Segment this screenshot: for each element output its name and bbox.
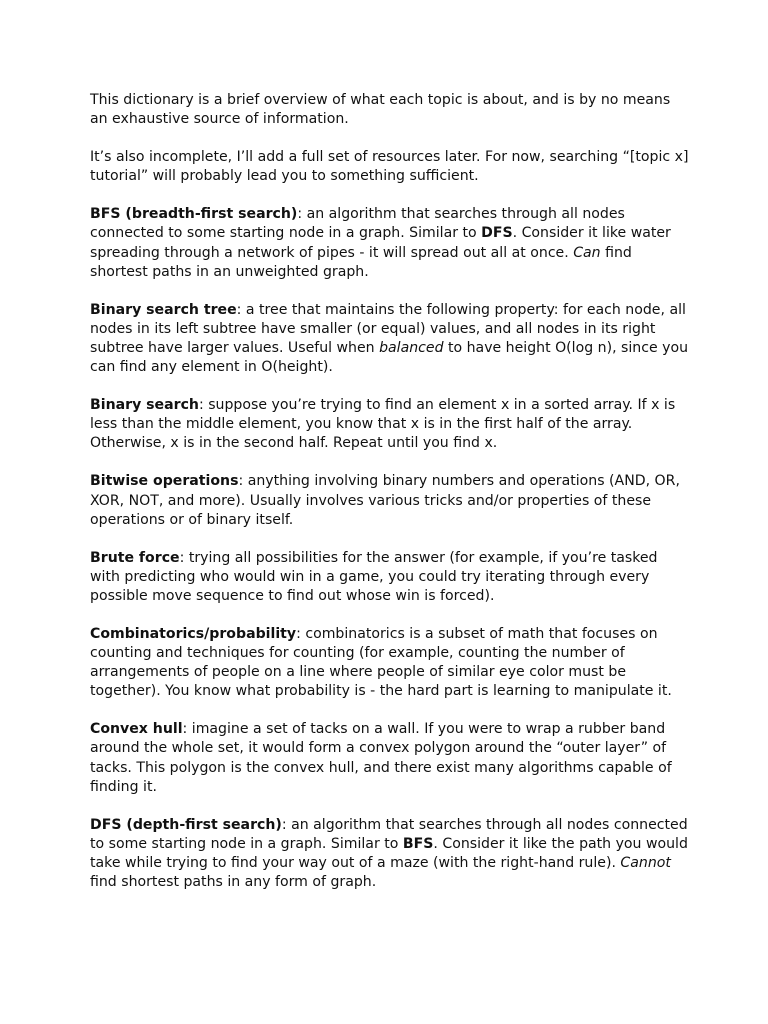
glossary-term: Convex hull bbox=[90, 721, 183, 738]
definition-text: : a tree that maintains the following property: for each node, all nodes in its left subtree have smaller (or equal) values, and all nodes in its right subtree have larger values. Useful when bbox=[90, 301, 686, 356]
glossary-term: Combinatorics/probability bbox=[90, 625, 297, 642]
definition-text: : an algorithm that searches through all nodes connected to some starting node in a graph. Similar to bbox=[90, 816, 688, 852]
intro-paragraph: This dictionary is a brief overview of what each topic is about, and is by no means an exhaustive source of information. bbox=[90, 92, 671, 128]
cross-reference-term: BFS bbox=[402, 835, 434, 852]
glossary-entry bbox=[90, 549, 690, 606]
cross-reference-term: DFS bbox=[481, 225, 513, 242]
definition-text: . Consider it like the path you would take while trying to find your way out of a maze (with the right-hand rule). bbox=[90, 835, 688, 871]
definition-text: find shortest paths in an unweighted graph. bbox=[90, 244, 632, 280]
intro-paragraph: It’s also incomplete, I’ll add a full set of resources later. For now, searching “[topic x] tutorial” will probably lead you to something sufficient. bbox=[90, 149, 689, 185]
glossary-term: Binary search bbox=[90, 397, 199, 414]
glossary-entry bbox=[90, 205, 690, 281]
glossary-entry bbox=[90, 396, 690, 453]
glossary-term: BFS (breadth-first search) bbox=[90, 206, 298, 223]
glossary-term: Brute force bbox=[90, 549, 180, 566]
definition-text: : anything involving binary numbers and operations (AND, OR, XOR, NOT, and more). Usually involves various tricks and/or properties of these operations or of binary itself. bbox=[90, 473, 680, 528]
glossary-entry bbox=[90, 816, 690, 892]
definition-text: find shortest paths in any form of graph. bbox=[90, 874, 377, 890]
emphasis-text: Can bbox=[573, 244, 601, 261]
glossary-entry bbox=[90, 720, 690, 796]
definition-text: to have height O(log n), since you can find any element in O(height). bbox=[90, 339, 689, 376]
definition-text: : an algorithm that searches through all nodes connected to some starting node in a graph. Similar to bbox=[90, 206, 625, 242]
definition-text: : trying all possibilities for the answer (for example, if you’re tasked with predicting who would win in a game, you could try iterating through every possible move sequence to find out whose win is forced). bbox=[90, 549, 658, 604]
emphasis-text: Cannot bbox=[620, 854, 671, 871]
glossary-entry bbox=[90, 472, 690, 529]
definition-text: : combinatorics is a subset of math that focuses on counting and techniques for counting (for example, counting the number of arrangements of people on a line where people of similar eye color must be together). You know what probability is - the hard part is learning to manipulate it. bbox=[90, 625, 672, 700]
glossary-list bbox=[90, 205, 690, 892]
emphasis-text: balanced bbox=[379, 339, 444, 356]
glossary-entry bbox=[90, 301, 690, 377]
definition-text: . Consider it like water spreading through a network of pipes - it will spread out all at once. bbox=[90, 225, 671, 261]
glossary-entry bbox=[90, 625, 690, 701]
glossary-term: DFS (depth-first search) bbox=[90, 816, 282, 833]
definition-text: : imagine a set of tacks on a wall. If you were to wrap a rubber band around the whole set, it would form a convex polygon around the “outer layer” of tacks. This polygon is the convex hull, and there exist many algorithms capable of finding it. bbox=[90, 721, 672, 795]
glossary-term: Bitwise operations bbox=[90, 473, 239, 490]
document-page bbox=[90, 91, 690, 911]
glossary-term: Binary search tree bbox=[90, 301, 237, 318]
definition-text: : suppose you’re trying to find an element x in a sorted array. If x is less than the middle element, you know that x is in the first half of the array. Otherwise, x is in the second half. Repeat until you find x. bbox=[90, 397, 676, 452]
